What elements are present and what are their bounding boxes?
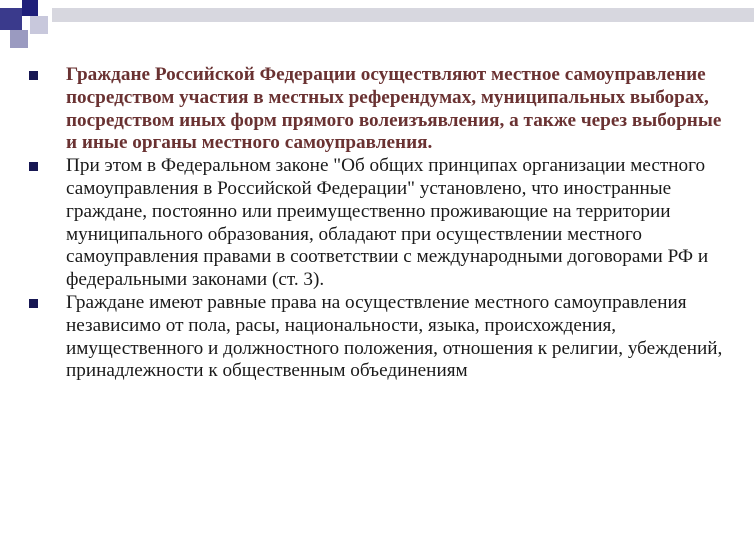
slide-body: [0, 64, 754, 383]
corner-decoration-square: [30, 16, 48, 34]
square-bullet-icon: [29, 71, 38, 80]
bullet-text: Граждане Российской Федерации осуществляют местное самоуправление посредством участия в местных референдумах, муниципальных выборах, посредством иных форм прямого волеизъявления, а также через выборные и иные органы местного самоуправления.: [66, 64, 722, 154]
bullet-text: При этом в Федеральном законе "Об общих принципах организации местного самоуправления в Российской Федерации" установлено, что иностранные граждане, постоянно или преимущественно проживающие на территории муниципального образования, обладают при осуществлении местного самоуправления правами в соответствии с международными договорами РФ и федеральными законами (ст. 3).: [66, 155, 709, 291]
bullet-item-2: [0, 155, 754, 292]
bullet-text: Граждане имеют равные права на осуществление местного самоуправления независимо от пола, расы, национальности, языка, происхождения, имущественного и должностного положения, отношения к религии, убеждений, принадлежности к общественным объединениям: [66, 291, 723, 382]
bullet-item-3: [0, 292, 754, 383]
corner-decoration-square: [22, 0, 38, 16]
square-bullet-icon: [29, 299, 38, 308]
bullet-item-1: [0, 64, 754, 155]
square-bullet-icon: [29, 162, 38, 171]
corner-decoration-square: [0, 8, 22, 30]
corner-decoration-square: [10, 30, 28, 48]
top-decoration-bar: [52, 8, 754, 22]
